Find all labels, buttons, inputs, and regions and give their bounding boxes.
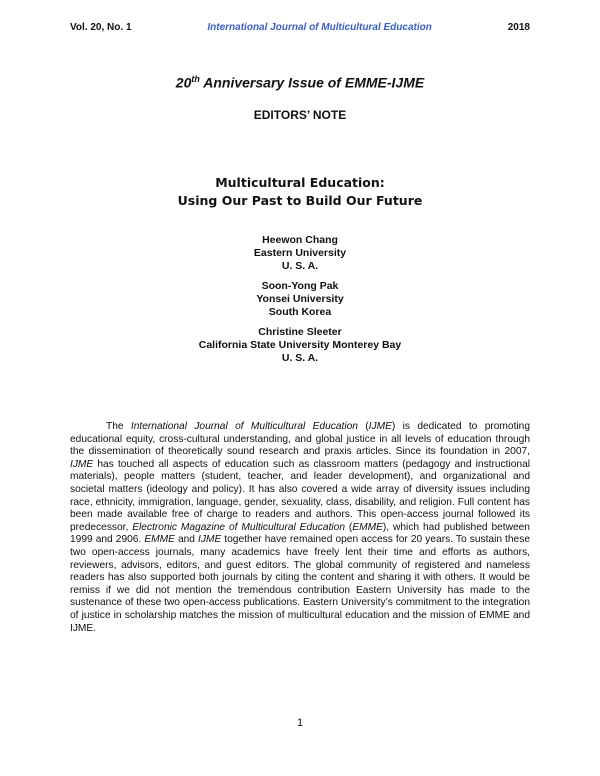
author-block <box>0 280 600 319</box>
body-italic: Electronic Magazine of Multicultural Education <box>132 521 345 533</box>
volume-label: Vol. 20, No. 1 <box>70 22 132 33</box>
title-line-2: Using Our Past to Build Our Future <box>177 193 423 208</box>
article-title <box>0 174 600 210</box>
running-header <box>70 22 530 33</box>
author-name: Christine Sleeter <box>258 326 342 338</box>
title-line-1: Multicultural Education: <box>215 175 385 190</box>
body-text: has touched all aspects of education such as classroom matters (pedagogy and instructional materials), people matters (student, teacher, and leader development), and organizational and societal matters (ideology and policy). It has also covered a wide array of diversity issues including race, ethnicity, immigration, language, gender, sexuality, class, disability, and religion. Full content has been made available free of charge to readers and authors. This open-access journal followed its predecessor, <box>70 458 530 533</box>
body-italic: EMME <box>352 521 383 533</box>
body-text: ), which had published between 1999 and 2906. <box>70 521 530 546</box>
section-label: EDITORS’ NOTE <box>253 108 347 122</box>
anniversary-heading <box>0 74 600 91</box>
author-block <box>0 234 600 273</box>
body-paragraph <box>70 421 530 635</box>
author-affiliation: California State University Monterey Bay <box>198 339 402 351</box>
body-italic: IJME <box>198 534 222 546</box>
body-text: ( <box>357 421 369 432</box>
body-text: ( <box>345 521 353 533</box>
author-name: Heewon Chang <box>262 234 338 246</box>
anniversary-text: Anniversary Issue of EMME-IJME <box>199 74 425 91</box>
author-affiliation: Yonsei University <box>256 293 344 305</box>
body-text: and <box>174 534 199 546</box>
body-text: together have remained open access for 20 years. To sustain these two open-access journals, many academics have freely lent their time and efforts as authors, reviewers, advisors, editors, and guest editors. The global community of registered and nameless readers has also supported both journals by citing the content and sharing it with others. It would be remiss if we did not mention the tremendous contribution Eastern University has made to the sustenance of these two open-access publications. Eastern University’s commitment to the integration of justice in scholarship matches the mission of multicultural education and the mission of EMME and IJME. <box>70 534 530 634</box>
year-label: 2018 <box>507 22 530 33</box>
anniversary-number: 20 <box>175 74 192 91</box>
body-italic: EMME <box>144 534 175 546</box>
body-text: ) is dedicated to promoting educational equity, cross-cultural understanding, and global justice in all levels of education through the dissemination of theoretically sound research and praxis articles. Since its foundation in 2007, <box>70 421 530 458</box>
author-list <box>0 234 600 372</box>
journal-name: International Journal of Multicultural Education <box>207 22 432 33</box>
author-block <box>0 326 600 365</box>
author-affiliation: Eastern University <box>253 247 347 259</box>
author-country: South Korea <box>268 306 332 318</box>
page-number: 1 <box>296 717 304 729</box>
anniversary-ordinal: th <box>191 74 200 84</box>
body-italic: IJME <box>368 421 392 432</box>
author-country: U. S. A. <box>281 260 319 272</box>
body-italic: International Journal of Multicultural Education <box>130 421 358 432</box>
body-italic: IJME <box>70 458 94 470</box>
author-name: Soon-Yong Pak <box>261 280 339 292</box>
author-country: U. S. A. <box>281 352 319 364</box>
body-text: The <box>106 421 131 432</box>
